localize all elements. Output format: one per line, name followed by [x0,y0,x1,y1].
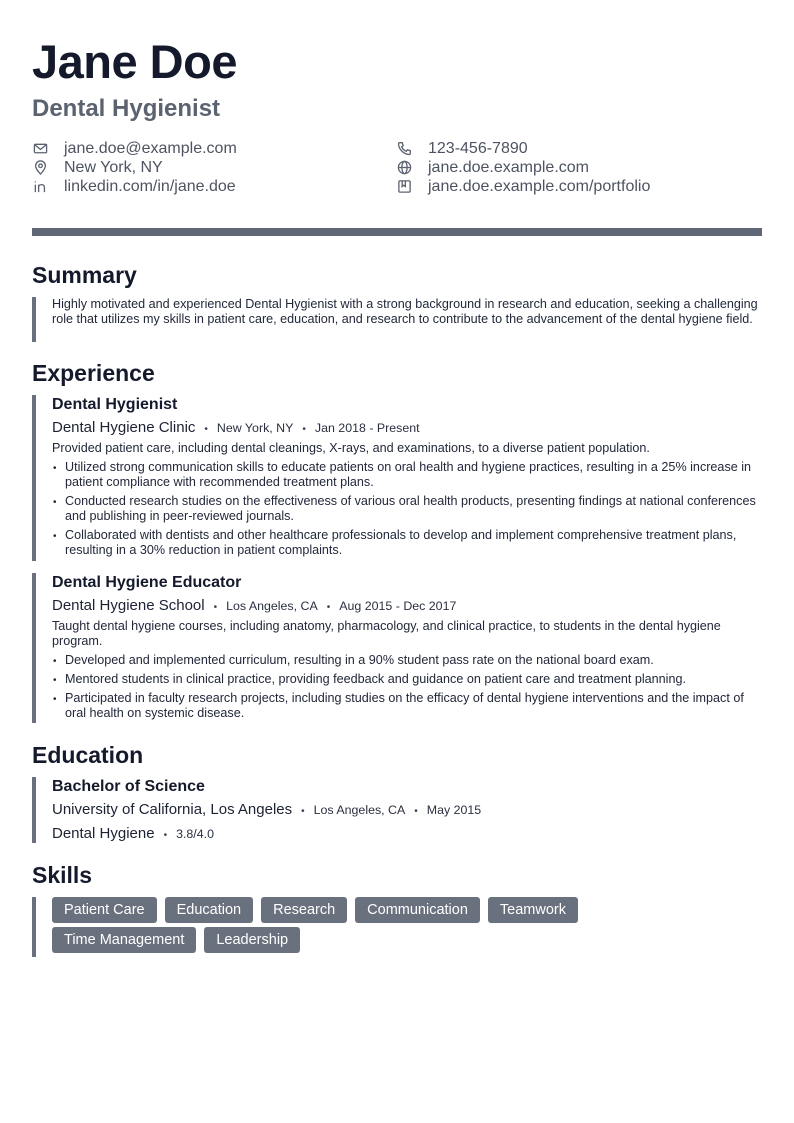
field-of-study: Dental Hygiene [52,825,155,842]
education-heading: Education [32,742,144,768]
location-pin-icon [32,160,48,176]
globe-icon [396,160,412,176]
separator-dot: • [302,424,306,435]
job-description: Provided patient care, including dental cleanings, X-rays, and examinations, to a diverse patient population. [52,441,650,455]
education-field-meta [52,824,762,845]
education-block [32,777,762,843]
skills-block [32,897,762,957]
bullet-item: • Mentored students in clinical practice, providing feedback and guidance on patient care and treatment planning. [52,672,762,687]
bullet-item: • Collaborated with dentists and other healthcare professionals to develop and implement comprehensive treatment plans, resulting in a 30% reduction in patient complaints. [52,528,762,558]
job-dates: Jan 2018 - Present [314,421,420,435]
education-meta [52,800,762,821]
job-title-heading: Dental Hygienist [32,95,221,122]
header-divider [32,228,762,236]
job-title: Dental Hygiene Educator [52,574,242,591]
job-company: Dental Hygiene School [52,597,205,614]
job-bullets [52,653,762,721]
contact-linkedin[interactable] [32,177,236,196]
contact-email[interactable] [32,139,237,158]
separator-dot: • [213,602,218,613]
contact-portfolio[interactable] [396,177,650,196]
linkedin-text: linkedin.com/in/jane.doe [64,177,236,195]
summary-block [32,297,762,342]
separator-dot: • [301,806,305,817]
job-description: Taught dental hygiene courses, including anatomy, pharmacology, and clinical practice, to students in the dental hygiene program. [52,619,721,648]
job-location: New York, NY [216,421,294,435]
job-meta [52,596,762,617]
job-title: Dental Hygienist [52,396,178,413]
job-dates: Aug 2015 - Dec 2017 [339,599,457,613]
bullet-item: • Conducted research studies on the effectiveness of various oral health products, presenting findings at national conferences and publishing in peer-reviewed journals. [52,494,762,524]
bullet-item: • Developed and implemented curriculum, resulting in a 90% student pass rate on the national board exam. [52,653,762,668]
summary-heading: Summary [32,262,137,288]
email-text: jane.doe@example.com [64,139,237,157]
skill-tag: Research [261,897,347,923]
separator-dot: • [163,830,168,841]
experience-job [32,573,762,723]
experience-job [32,395,762,561]
website-text: jane.doe.example.com [428,158,589,176]
bullet-item: • Utilized strong communication skills to educate patients on oral health and hygiene practices, resulting in a 25% increase in patient compliance with recommended treatment plans. [52,460,762,490]
separator-dot: • [204,424,208,435]
skill-tag: Patient Care [52,897,157,923]
gpa: 3.8/4.0 [176,827,214,841]
bullet-item: • Participated in faculty research projects, including studies on the efficacy of dental hygiene interventions and the impact of oral health on systemic disease. [52,691,762,721]
skill-tag: Communication [355,897,480,923]
skills-list [52,897,652,953]
contact-location [32,158,163,177]
skill-tag: Time Management [52,927,196,953]
phone-icon [396,141,412,157]
skill-tag: Education [165,897,254,923]
summary-text: Highly motivated and experienced Dental Hygienist with a strong background in research and education, seeking a challenging role that utilizes my skills in patient care, education, and research to contribute to the advancement of the dental hygiene field. [52,297,758,326]
portfolio-text: jane.doe.example.com/portfolio [428,177,651,195]
skill-tag: Teamwork [488,897,578,923]
contact-phone[interactable] [396,139,528,158]
skill-tag: Leadership [204,927,300,953]
portfolio-icon [396,179,412,195]
contact-website[interactable] [396,158,589,177]
skills-heading: Skills [32,862,93,888]
phone-text: 123-456-7890 [428,139,528,157]
location-text: New York, NY [64,158,163,176]
school-name: University of California, Los Angeles [52,801,293,818]
experience-heading: Experience [32,360,155,386]
degree: Bachelor of Science [52,778,205,795]
graduation-date: May 2015 [426,803,482,817]
school-location: Los Angeles, CA [313,803,406,817]
separator-dot: • [326,602,331,613]
separator-dot: • [414,806,418,817]
linkedin-icon [32,179,48,195]
job-company: Dental Hygiene Clinic [52,419,196,436]
job-bullets [52,460,762,558]
contact-info [32,139,762,199]
job-location: Los Angeles, CA [226,599,318,613]
mail-icon [32,141,48,157]
candidate-name: Jane Doe [32,35,237,88]
job-meta [52,418,762,439]
